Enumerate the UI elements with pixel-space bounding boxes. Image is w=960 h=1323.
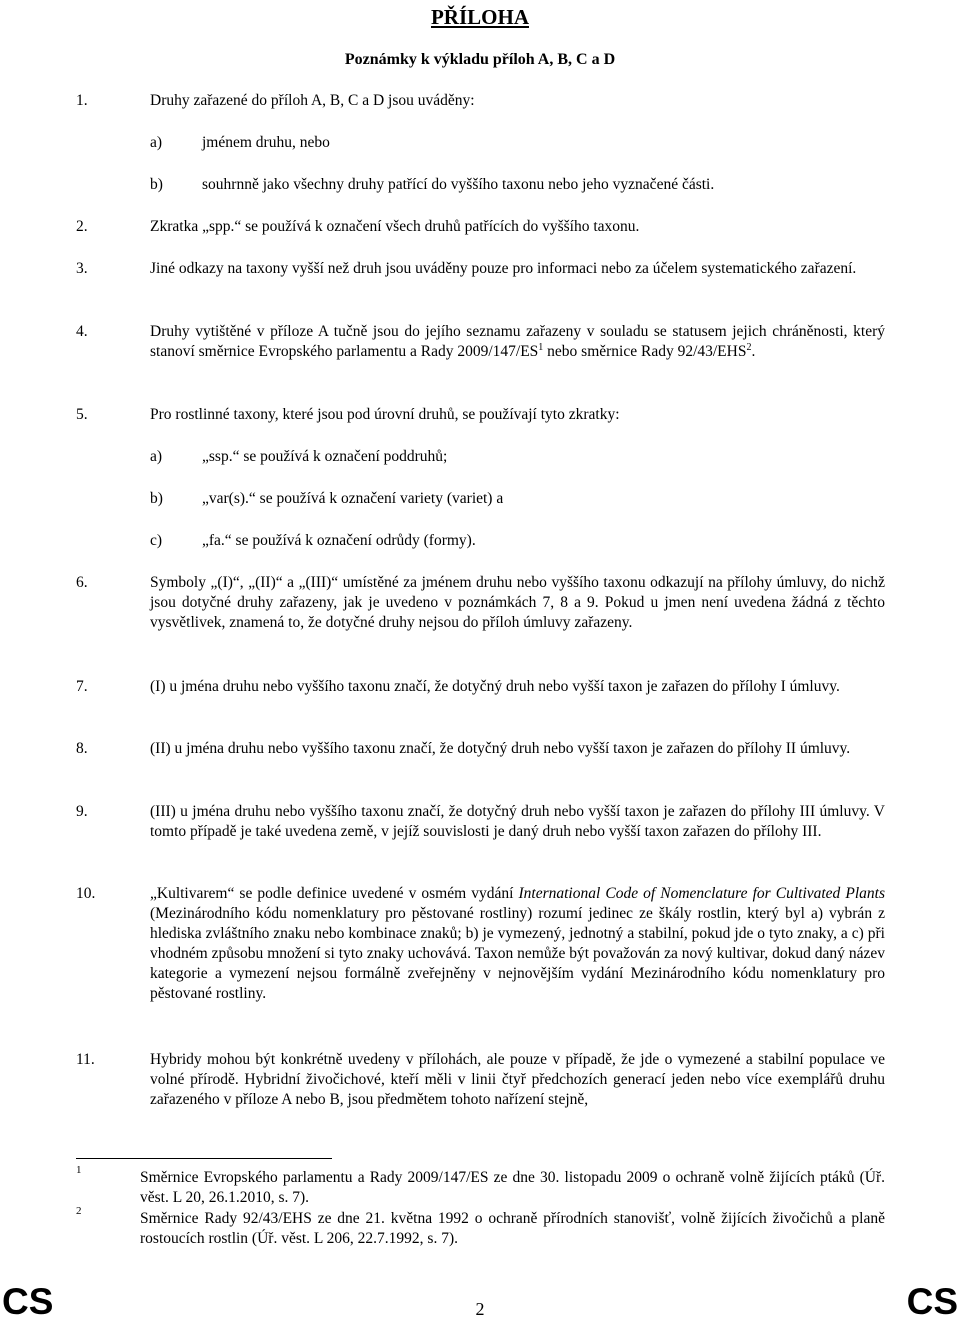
item-4-number: 4. [76, 323, 88, 340]
item-6-text: Symboly „(I)“, „(II)“ a „(III)“ umístěné za jménem druhu nebo vyššího taxonu odkazují na přílohy úmluvy, do nichž jsou dotyčné druhy zařazeny, jak je uvedeno v poznámkách 7, 8 a 9. Pokud u jmen není uvedena žádná z těchto vysvětlivek, znamená to, že dotyčné druhy nejsou do příloh úmluvy zařazeny. [150, 574, 885, 631]
item-4-text: Druhy vytištěné v příloze A tučně jsou do jejího seznamu zařazeny v souladu se statusem jejich chráněnosti, který stanoví směrnice Evropského parlamentu a Rady $2009/147/ES^1$ nebo směrnice Rady 92/43/EHS$^2$. [150, 323, 885, 360]
item-7-number: 7. [76, 678, 88, 695]
item-11-number: 11. [76, 1051, 95, 1068]
annex-subtitle: Poznámky k výkladu příloh A, B, C a D [344, 51, 616, 68]
annex-title: PŘÍLOHA [430, 5, 529, 29]
item-5c-letter: c) [150, 532, 163, 549]
item-5-text: Pro rostlinné taxony, které jsou pod úrovní druhů, se používají tyto zkratky: [150, 406, 620, 423]
footnote-1-number: 1 [76, 1164, 82, 1176]
item-1-text: Druhy zařazené do příloh A, B, C a D jsou uváděny: [150, 92, 475, 109]
item-5a-text: „ssp.“ se používá k označení poddruhů; [202, 448, 448, 465]
footnote-ref-2: 2 [746, 341, 752, 353]
item-1b-letter: b) [150, 176, 163, 193]
footer-language-right: CS [906, 1281, 958, 1322]
item-1-number: 1. [76, 92, 88, 109]
item-3-text: Jiné odkazy na taxony vyšší než druh jsou uváděny pouze pro informaci nebo za účelem systematického zařazení. [150, 260, 857, 277]
item-8-text: (II) u jména druhu nebo vyššího taxonu značí, že dotyčný druh nebo vyšší taxon je zařazen do přílohy II úmluvy. [150, 740, 851, 757]
item-3-number: 3. [76, 260, 88, 277]
item-9-number: 9. [76, 803, 88, 820]
footnote-ref-1: 1 [538, 341, 544, 353]
item-2-text: Zkratka „spp.“ se používá k označení všech druhů patřících do vyššího taxonu. [150, 218, 640, 235]
item-6-number: 6. [76, 574, 88, 591]
item-2-number: 2. [76, 218, 88, 235]
item-10-text: „Kultivarem“ se podle definice uvedené v osmém vydání International Code of Nomenclature for Cultivated Plants (Mezinárodního kódu nomenklatury pro pěstované rostliny) rozumí jedinec ze škály rostlin, který byl a) vybrán z hlediska zvláštního znaku nebo kombinace znaků; b) je vymezený, jednotný a stabilní, pokud jde o tyto znaky, a c) při vhodném způsobu množení si tyto znaky uchovává. Taxon nemůže být považován za nový kultivar, dokud daný název kategorie a vymezení nejsou formálně zveřejněny v nejnovějším vydání Mezinárodního kódu nomenklatury pro pěstované rostliny. [150, 885, 885, 1002]
code-title-italic: International Code of Nomenclature for Cultivated Plants [518, 885, 885, 902]
item-10-number: 10. [76, 885, 96, 902]
item-5c-text: „fa.“ se používá k označení odrůdy (formy). [202, 532, 476, 549]
item-5a-letter: a) [150, 448, 163, 465]
item-7-text: (I) u jména druhu nebo vyššího taxonu značí, že dotyčný druh nebo vyšší taxon je zařazen do přílohy I úmluvy. [150, 678, 840, 695]
item-1a-text: jménem druhu, nebo [202, 134, 330, 151]
page-number: 2 [475, 1299, 485, 1319]
footnote-separator [76, 1158, 332, 1159]
item-5-number: 5. [76, 406, 88, 423]
footnote-2-text: Směrnice Rady 92/43/EHS ze dne 21. května 1992 o ochraně přírodních stanovišť, volně žijících živočichů a planě rostoucích rostlin (Úř. věst. L 206, 22.7.1992, s. 7). [140, 1210, 885, 1247]
item-9-text: (III) u jména druhu nebo vyššího taxonu značí, že dotyčný druh nebo vyšší taxon je zařazen do přílohy III úmluvy. V tomto případě je také uvedena země, v jejíž souvislosti je daný druh nebo vyšší taxon zařazen do přílohy III. [150, 803, 885, 840]
footer-language-left: CS [2, 1281, 54, 1322]
item-8-number: 8. [76, 740, 88, 757]
item-11-text: Hybridy mohou být konkrétně uvedeny v přílohách, ale pouze v případě, že jde o vymezené a stabilní populace ve volné přírodě. Hybridní živočichové, kteří měli v linii čtyř předchozích generací jeden nebo více exemplářů druhu zařazeného v příloze A nebo B, jsou předmětem tohoto nařízení stejně, [150, 1051, 885, 1108]
footnote-1-text: Směrnice Evropského parlamentu a Rady 2009/147/ES ze dne 30. listopadu 2009 o ochraně volně žijících ptáků (Úř. věst. L 20, 26.1.2010, s. 7). [140, 1169, 885, 1206]
item-1a-letter: a) [150, 134, 163, 151]
footnote-2-number: 2 [76, 1205, 82, 1217]
item-5b-letter: b) [150, 490, 163, 507]
item-5b-text: „var(s).“ se používá k označení variety (variet) a [202, 490, 504, 507]
item-1b-text: souhrnně jako všechny druhy patřící do vyššího taxonu nebo jeho vyznačené části. [202, 176, 715, 193]
